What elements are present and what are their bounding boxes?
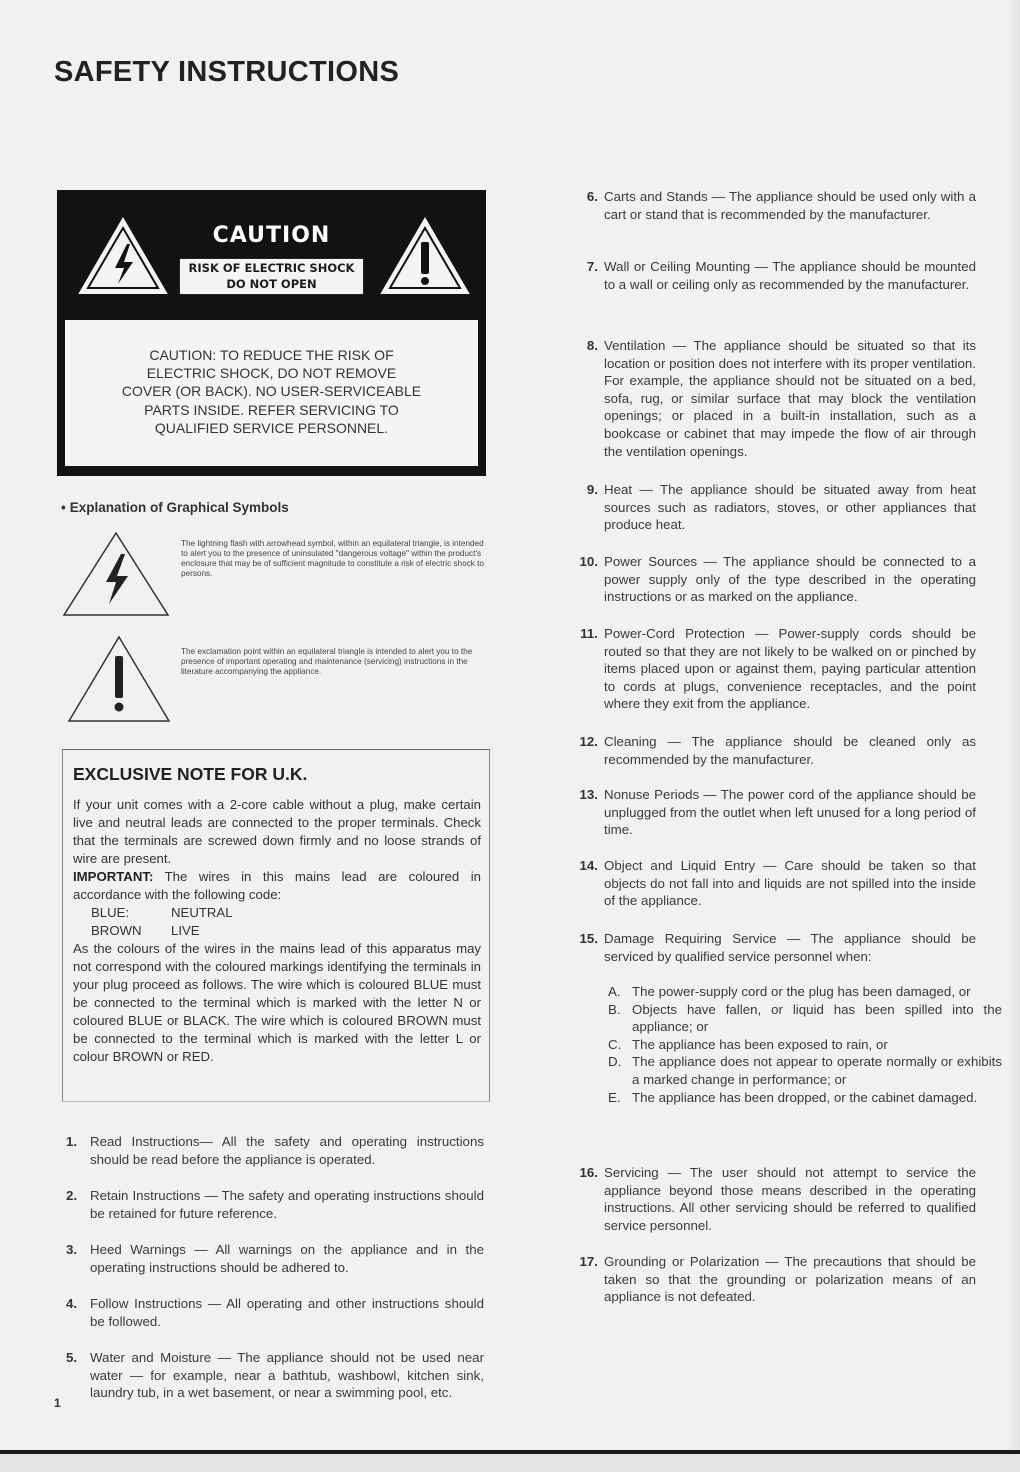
wire-meaning: LIVE	[171, 923, 200, 938]
risk-line-2: DO NOT OPEN	[226, 277, 317, 291]
instruction-text: Cleaning — The appliance should be cleaned only as recommended by the manufacturer.	[604, 734, 976, 767]
instruction-text: Power-Cord Protection — Power-supply cords should be routed so that they are not likely to be walked on or pinched by items placed upon or against them, paying particular attention to cords at plugs, convenience receptacles, and the point where they exit from the appliance.	[604, 626, 976, 712]
instruction-number: 14.	[579, 858, 598, 873]
wire-meaning: NEUTRAL	[171, 905, 233, 920]
instruction-text: Water and Moisture — The appliance should not be used near water — for example, near a bathtub, washbowl, kitchen sink, laundry tub, in a wet basement, or near a swimming pool, etc.	[90, 1350, 484, 1401]
list-letter: C.	[608, 1036, 622, 1052]
list-text: The power-supply cord or the plug has been damaged, or	[632, 984, 971, 999]
important-label: IMPORTANT:	[73, 869, 154, 884]
wire-code-row	[73, 904, 481, 922]
list-item	[606, 1053, 1002, 1088]
risk-line-1: RISK OF ELECTRIC SHOCK	[188, 261, 355, 275]
page-title: SAFETY INSTRUCTIONS	[54, 56, 400, 88]
exclamation-symbol-text: The exclamation point within an equilateral triangle is intended to alert you to the presence of important operating and maintenance (servicing) instructions in the literature accompanying the appliance.	[181, 647, 473, 676]
instruction-text: Retain Instructions — The safety and operating instructions should be retained for future reference.	[90, 1188, 484, 1221]
caution-text	[85, 346, 458, 437]
list-letter: E.	[608, 1089, 621, 1105]
instruction-number: 13.	[579, 787, 598, 802]
exclamation-warning-icon	[66, 634, 172, 724]
list-text: The appliance has been exposed to rain, or	[632, 1036, 888, 1052]
exclamation-warning-icon	[379, 216, 471, 296]
instruction-text: Nonuse Periods — The power cord of the appliance should be unplugged from the outlet when left unused for a long period of time.	[604, 787, 976, 838]
instruction-number: 2.	[66, 1188, 78, 1203]
instruction-number: 9.	[586, 482, 598, 497]
damage-conditions-list	[606, 983, 1002, 1106]
instruction-number: 5.	[66, 1350, 78, 1365]
instruction-number: 8.	[586, 338, 598, 353]
instruction-number: 4.	[66, 1296, 78, 1311]
list-text: The appliance does not appear to operate normally or exhibits a marked change in performance; or	[632, 1054, 1002, 1087]
instruction-text: Ventilation — The appliance should be situated so that its location or position does not interfere with its proper ventilation. For example, the appliance should not be situated on a bed, sofa, rug, or similar surface that may block the ventilation openings; or placed in a built-in installation, such as a bookcase or cabinet that may impede the flow of air through the ventilation openings.	[604, 338, 976, 459]
instruction-number: 7.	[586, 259, 598, 274]
instruction-text: Wall or Ceiling Mounting — The appliance should be mounted to a wall or ceiling only as recommended by the manufacturer.	[604, 259, 976, 292]
instruction-item	[66, 1295, 486, 1335]
list-item	[606, 1089, 1002, 1107]
caution-text-panel	[65, 320, 478, 466]
instruction-number: 12.	[579, 734, 598, 749]
uk-note-para: If your unit comes with a 2-core cable without a plug, make certain live and neutral leads are connected to the proper terminals. Check that the terminals are screwed down firmly and no loose strands of wire are present.	[73, 797, 481, 866]
instruction-text: Object and Liquid Entry — Care should be taken so that objects do not fall into and liquids are not spilled into the inside of the appliance.	[604, 858, 976, 909]
instruction-number: 15.	[579, 931, 598, 946]
wire-color: BROWN	[91, 923, 142, 938]
uk-important	[73, 868, 481, 904]
instruction-number: 6.	[586, 189, 598, 204]
instruction-number: 1.	[66, 1134, 78, 1149]
divider	[62, 1101, 490, 1102]
caution-line: PARTS INSIDE. REFER SERVICING TO	[144, 401, 399, 418]
lightning-symbol-text: The lightning flash with arrowhead symbol, within an equilateral triangle, is intended to alert you to the presence of uninsulated "dangerous voltage" within the product's enclosure that may be of sufficient magnitude to constitute a risk of electric shock to persons.	[181, 539, 484, 578]
instruction-item	[66, 1241, 486, 1281]
caution-line: CAUTION: TO REDUCE THE RISK OF	[149, 347, 394, 363]
instruction-number: 3.	[66, 1242, 78, 1257]
list-item	[606, 983, 1002, 1001]
instruction-text: Power Sources — The appliance should be connected to a power supply only of the type described in the operating instructions or as marked on the appliance.	[604, 554, 976, 605]
caution-header	[57, 190, 486, 318]
instruction-number: 16.	[579, 1165, 598, 1180]
caution-line: COVER (OR BACK). NO USER-SERVICEABLE	[121, 383, 422, 400]
instruction-text: Carts and Stands — The appliance should be used only with a cart or stand that is recommended by the manufacturer.	[604, 189, 976, 222]
caution-line: QUALIFIED SERVICE PERSONNEL.	[154, 419, 389, 436]
caution-box	[57, 190, 486, 476]
instruction-text: Servicing — The user should not attempt to service the appliance beyond those means described in the operating instructions. All other servicing should be referred to qualified service personnel.	[604, 1165, 976, 1233]
instruction-text: Heat — The appliance should be situated away from heat sources such as radiators, stoves, or other appliances that produce heat.	[604, 482, 976, 533]
uk-note-body	[73, 796, 481, 1066]
instruction-text: Read Instructions— All the safety and operating instructions should be read before the appliance is operated.	[90, 1134, 484, 1167]
list-text: Objects have fallen, or liquid has been spilled into the appliance; or	[632, 1001, 1002, 1035]
caution-label: CAUTION	[179, 214, 364, 258]
list-item	[606, 1001, 1002, 1036]
list-text: The appliance has been dropped, or the cabinet damaged.	[632, 1089, 978, 1105]
list-item	[606, 1036, 1002, 1054]
wire-color: BLUE:	[91, 905, 130, 920]
uk-note-para: As the colours of the wires in the mains lead of this apparatus may not correspond with the coloured markings identifying the terminals in your plug proceed as follows. The wire which is coloured BLUE must be connected to the terminal which is marked with the letter N or coloured BLUE or BLACK. The wire which is coloured BROWN must be connected to the terminal which is marked with the letter L or colour BROWN or RED.	[73, 941, 481, 1064]
instruction-text: Heed Warnings — All warnings on the appliance and in the operating instructions should be adhered to.	[90, 1242, 484, 1275]
instruction-text: Damage Requiring Service — The appliance should be serviced by qualified service personnel when:	[604, 931, 976, 964]
list-letter: B.	[608, 1001, 621, 1017]
lightning-warning-icon	[77, 216, 169, 296]
instruction-text: Follow Instructions — All operating and other instructions should be followed.	[90, 1296, 484, 1329]
bullet-icon: •	[61, 500, 66, 515]
symbols-heading	[61, 500, 289, 515]
page-edge-shadow	[1008, 0, 1020, 1450]
caution-line: ELECTRIC SHOCK, DO NOT REMOVE	[146, 365, 397, 382]
instruction-item	[66, 1133, 486, 1173]
page-edge	[0, 1454, 1020, 1472]
important-text: The wires in this mains lead are coloured in accordance with the following code:	[73, 869, 481, 902]
wire-code-row	[73, 922, 481, 940]
uk-note-title: EXCLUSIVE NOTE FOR U.K.	[73, 764, 308, 784]
instruction-number: 10.	[579, 554, 598, 569]
symbols-heading-text: Explanation of Graphical Symbols	[69, 500, 289, 515]
instruction-text: Grounding or Polarization — The precautions that should be taken so that the grounding or polarization means of an appliance is not defeated.	[604, 1254, 976, 1305]
instruction-item	[66, 1187, 486, 1227]
list-letter: A.	[608, 984, 621, 999]
list-letter: D.	[608, 1054, 622, 1070]
instruction-item	[66, 1349, 486, 1425]
uk-note-box	[62, 749, 490, 1102]
risk-panel	[179, 258, 364, 295]
page-number: 1	[54, 1396, 61, 1410]
instruction-number: 11.	[580, 626, 598, 641]
instruction-number: 17.	[579, 1254, 598, 1269]
lightning-warning-icon	[61, 530, 171, 618]
